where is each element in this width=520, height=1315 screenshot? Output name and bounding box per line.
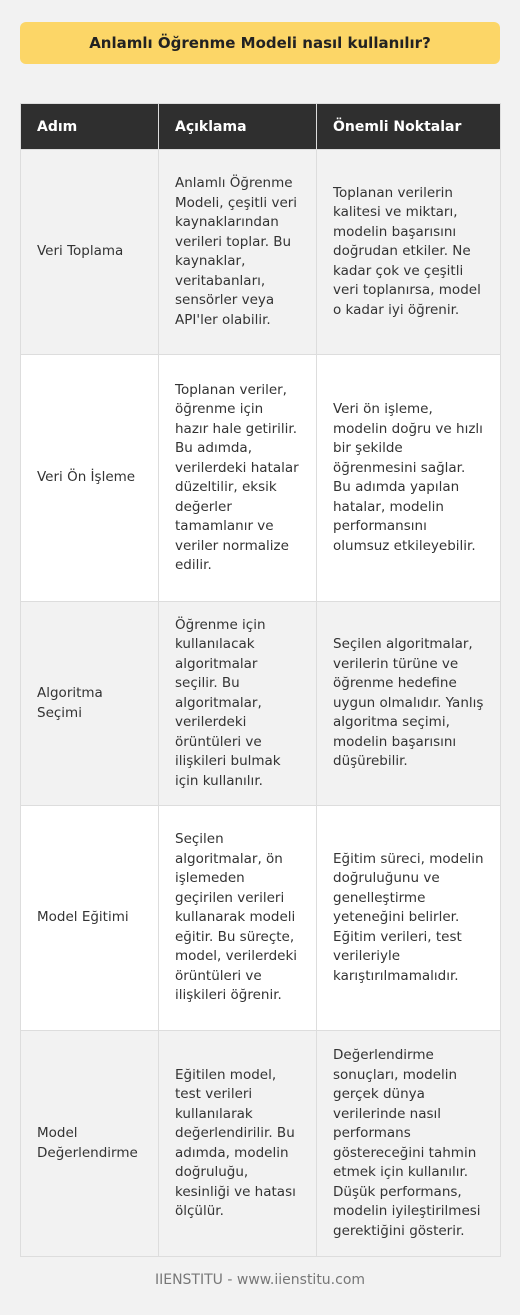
- page-title: Anlamlı Öğrenme Modeli nasıl kullanılır?: [20, 22, 500, 64]
- step-cell: Veri Toplama: [21, 150, 159, 355]
- step-cell: Model Eğitimi: [21, 806, 159, 1031]
- description-cell: Anlamlı Öğrenme Modeli, çeşitli veri kaynaklarından verileri toplar. Bu kaynaklar, veritabanları, sensörler veya API'ler olabilir.: [159, 150, 317, 355]
- footer-credit: IIENSTITU - www.iienstitu.com: [154, 1272, 366, 1288]
- key-points-cell: Seçilen algoritmalar, verilerin türüne ve öğrenme hedefine uygun olmalıdır. Yanlış algoritma seçimi, modelin başarısını düşürebilir.: [317, 602, 501, 806]
- step-cell: Veri Ön İşleme: [21, 355, 159, 602]
- key-points-cell: Toplanan verilerin kalitesi ve miktarı, modelin başarısını doğrudan etkiler. Ne kadar çok ve çeşitli veri toplanırsa, model o kadar iyi öğrenir.: [317, 150, 501, 355]
- key-points-cell: Veri ön işleme, modelin doğru ve hızlı bir şekilde öğrenmesini sağlar. Bu adımda yapılan hatalar, modelin performansını olumsuz etkileyebilir.: [317, 355, 501, 602]
- key-points-cell: Değerlendirme sonuçları, modelin gerçek dünya verilerinde nasıl performans göstereceğini tahmin etmek için kullanılır. Düşük performans, modelin iyileştirilmesi gerektiğini gösterir.: [317, 1031, 501, 1257]
- step-cell: Algoritma Seçimi: [21, 602, 159, 806]
- table-row: [21, 150, 501, 355]
- steps-table: [20, 103, 501, 1257]
- description-cell: Eğitilen model, test verileri kullanılarak değerlendirilir. Bu adımda, modelin doğruluğu, kesinliği ve hatası ölçülür.: [159, 1031, 317, 1257]
- description-cell: Toplanan veriler, öğrenme için hazır hale getirilir. Bu adımda, verilerdeki hatalar düzeltilir, eksik değerler tamamlanır ve veriler normalize edilir.: [159, 355, 317, 602]
- description-cell: Öğrenme için kullanılacak algoritmalar seçilir. Bu algoritmalar, verilerdeki örüntüleri ve ilişkileri bulmak için kullanılır.: [159, 602, 317, 806]
- table-row: [21, 1031, 501, 1257]
- table-row: [21, 602, 501, 806]
- column-header-key-points: Önemli Noktalar: [317, 104, 501, 150]
- description-cell: Seçilen algoritmalar, ön işlemeden geçirilen verileri kullanarak modeli eğitir. Bu süreçte, model, verilerdeki örüntüleri ve ilişkileri öğrenir.: [159, 806, 317, 1031]
- table-row: [21, 806, 501, 1031]
- column-header-description: Açıklama: [159, 104, 317, 150]
- table-header-row: [21, 104, 501, 150]
- key-points-cell: Eğitim süreci, modelin doğruluğunu ve genelleştirme yeteneğini belirler. Eğitim verileri, test verileriyle karıştırılmamalıdır.: [317, 806, 501, 1031]
- column-header-step: Adım: [21, 104, 159, 150]
- step-cell: Model Değerlendirme: [21, 1031, 159, 1257]
- table-row: [21, 355, 501, 602]
